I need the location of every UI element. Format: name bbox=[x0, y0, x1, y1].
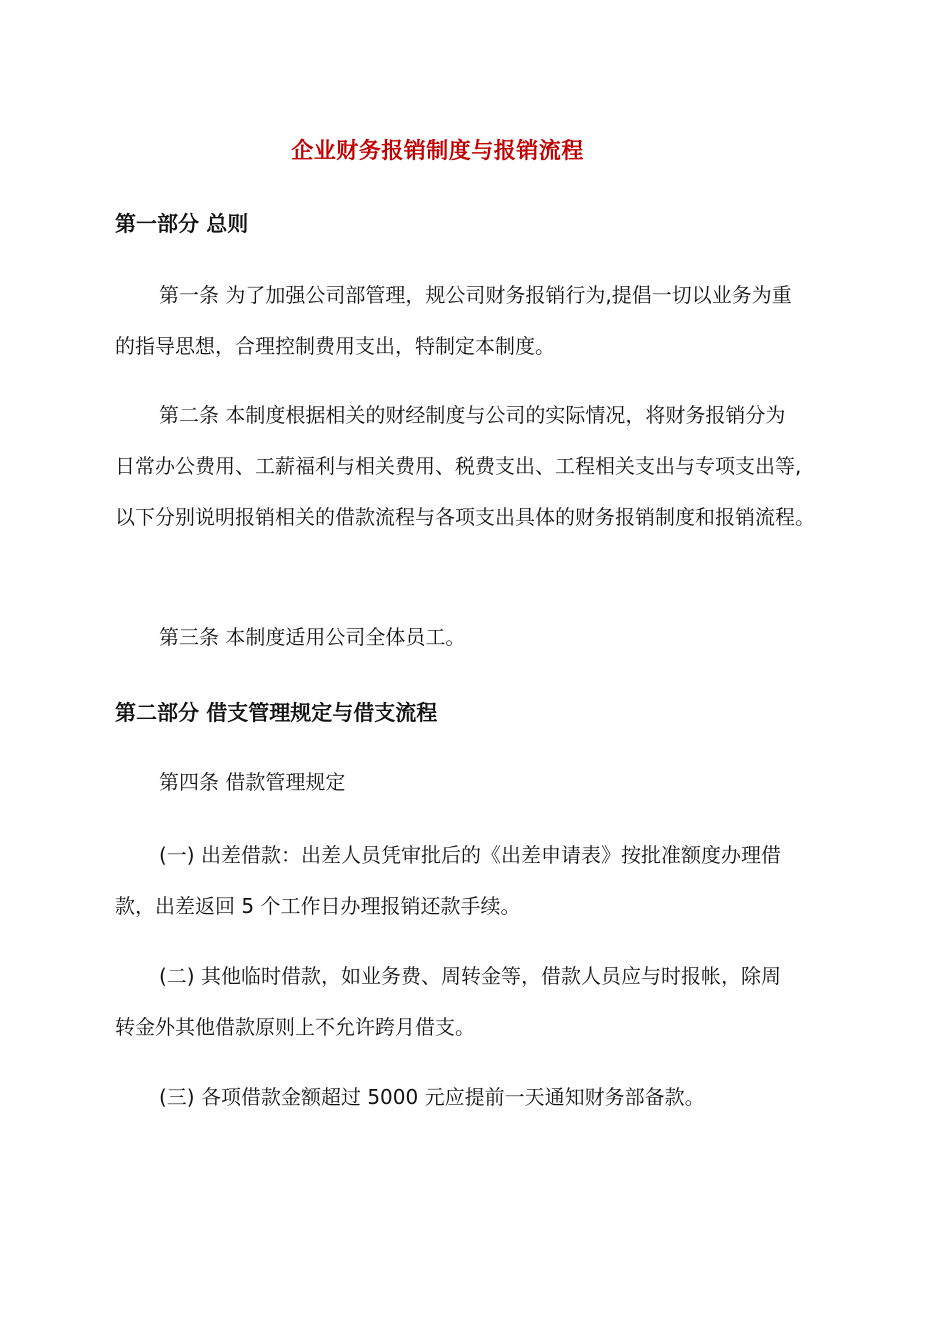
item3-line1: (三) 各项借款金额超过 5000 元应提前一天通知财务部备款。 bbox=[159, 1085, 705, 1109]
article3-line1: 第三条 本制度适用公司全体员工。 bbox=[159, 625, 466, 649]
item1-paragraph bbox=[115, 830, 890, 932]
document-title: 企业财务报销制度与报销流程 bbox=[291, 139, 584, 164]
item2-paragraph bbox=[115, 951, 890, 1053]
article2-line2: 日常办公费用、工薪福利与相关费用、税费支出、工程相关支出与专项支出等, bbox=[115, 454, 802, 478]
item3-paragraph bbox=[115, 1072, 890, 1123]
article3-paragraph bbox=[115, 612, 890, 663]
article2-line1: 第二条 本制度根据相关的财经制度与公司的实际情况，将财务报销分为 bbox=[159, 403, 786, 427]
article2-line3: 以下分别说明报销相关的借款流程与各项支出具体的财务报销制度和报销流程。 bbox=[115, 505, 815, 529]
part2-heading: 第二部分 借支管理规定与借支流程 bbox=[115, 701, 438, 725]
article4-paragraph bbox=[115, 757, 890, 808]
article1-line2: 的指导思想，合理控制费用支出，特制定本制度。 bbox=[115, 334, 555, 358]
article2-paragraph bbox=[115, 390, 890, 543]
part1-heading: 第一部分 总则 bbox=[115, 212, 249, 236]
item2-line2: 转金外其他借款原则上不允许跨月借支。 bbox=[115, 1015, 475, 1039]
item1-line1: (一) 出差借款：出差人员凭审批后的《出差申请表》按批准额度办理借 bbox=[159, 843, 781, 867]
article1-line1: 第一条 为了加强公司部管理，规公司财务报销行为,提倡一切以业务为重 bbox=[159, 283, 792, 307]
item1-line2: 款，出差返回 5 个工作日办理报销还款手续。 bbox=[115, 894, 521, 918]
article4-line1: 第四条 借款管理规定 bbox=[159, 770, 346, 794]
article1-paragraph bbox=[115, 270, 890, 372]
item2-line1: (二) 其他临时借款，如业务费、周转金等，借款人员应与时报帐，除周 bbox=[159, 964, 781, 988]
